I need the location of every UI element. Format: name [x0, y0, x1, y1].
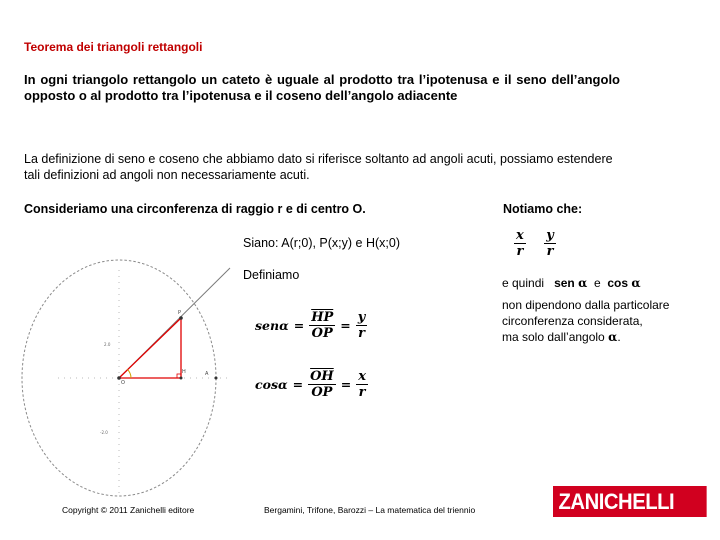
define-label: Definiamo	[243, 268, 300, 282]
formula-numerator: $\overline{HP}$	[311, 310, 334, 325]
consider-text: Consideriamo una circonferenza di raggio r e di centro O.	[24, 202, 366, 216]
alpha-symbol: α	[631, 276, 641, 290]
label-O: O	[121, 380, 125, 386]
formula-denominator: OP	[311, 326, 333, 341]
cos-label: cos	[607, 276, 629, 290]
point-P	[179, 316, 183, 320]
tick-label-minus-2: -2.0	[100, 430, 108, 435]
formula-numerator: $\overline{OH}$	[310, 369, 334, 384]
copyright-footer: Copyright © 2011 Zanichelli editore	[62, 505, 195, 515]
point-H	[180, 377, 183, 380]
ratio-denominator: r	[516, 244, 524, 259]
ratio-numerator: x	[516, 228, 524, 243]
formula-denominator: r	[358, 326, 365, 341]
angle-alpha-arc	[128, 370, 132, 379]
formula-numerator: x	[358, 369, 366, 384]
point-A	[215, 377, 218, 380]
sine-formula: senα = $\frac{\overline{HP}}{OP}$ = $\frac{y}{r}$	[255, 310, 366, 341]
label-A: A	[205, 371, 209, 377]
ratio-numerator: y	[546, 228, 554, 243]
conclusion-paragraph: non dipendono dalla particolare circonferenza considerata, ma solo dall’angolo α.	[502, 298, 670, 344]
hypotenuse-OP	[119, 318, 181, 378]
sen-label: sen	[554, 276, 575, 290]
alpha-symbol: α	[578, 276, 588, 290]
notice-heading: Notiamo che:	[503, 202, 583, 216]
alpha-symbol: α	[608, 330, 618, 344]
and-thus-text: e quindi	[502, 276, 545, 290]
formula-numerator: y	[357, 310, 366, 325]
label-P: P	[178, 310, 182, 316]
page-title: Teorema dei triangoli rettangoli	[24, 40, 203, 54]
tick-label-2: 2.0	[104, 342, 111, 347]
label-H: H	[182, 369, 186, 375]
authors-footer: Bergamini, Trifone, Barozzi – La matematica del triennio	[264, 505, 476, 515]
only-angle-text: ma solo dall’angolo	[502, 330, 605, 344]
ratio-denominator: r	[546, 244, 554, 259]
formula-denominator: OP	[311, 385, 333, 400]
independence-text: non dipendono dalla particolare circonferenza considerata,	[502, 298, 670, 328]
publisher-logo: ZANICHELLI	[553, 486, 707, 517]
formula-denominator: r	[358, 385, 366, 400]
and-text: e	[594, 276, 601, 290]
cosine-formula: cosα = $\frac{\overline{OH}}{OP}$ = $\frac{x}{r}$	[255, 369, 366, 400]
formula-lhs: senα	[255, 318, 289, 333]
theorem-statement: In ogni triangolo rettangolo un cateto è uguale al prodotto tra l’ipotenusa e il seno dell’angolo opposto o al prodotto tra l’ipotenusa e il coseno dell’angolo adiacente	[24, 72, 620, 103]
formula-lhs: cosα	[255, 377, 288, 392]
points-definition: Siano: A(r;0), P(x;y) e H(x;0)	[243, 236, 400, 250]
intro-paragraph: La definizione di seno e coseno che abbiamo dato si riferisce soltanto ad angoli acuti, possiamo estendere tali definizioni ad angoli non necessariamente acuti.	[24, 152, 613, 182]
